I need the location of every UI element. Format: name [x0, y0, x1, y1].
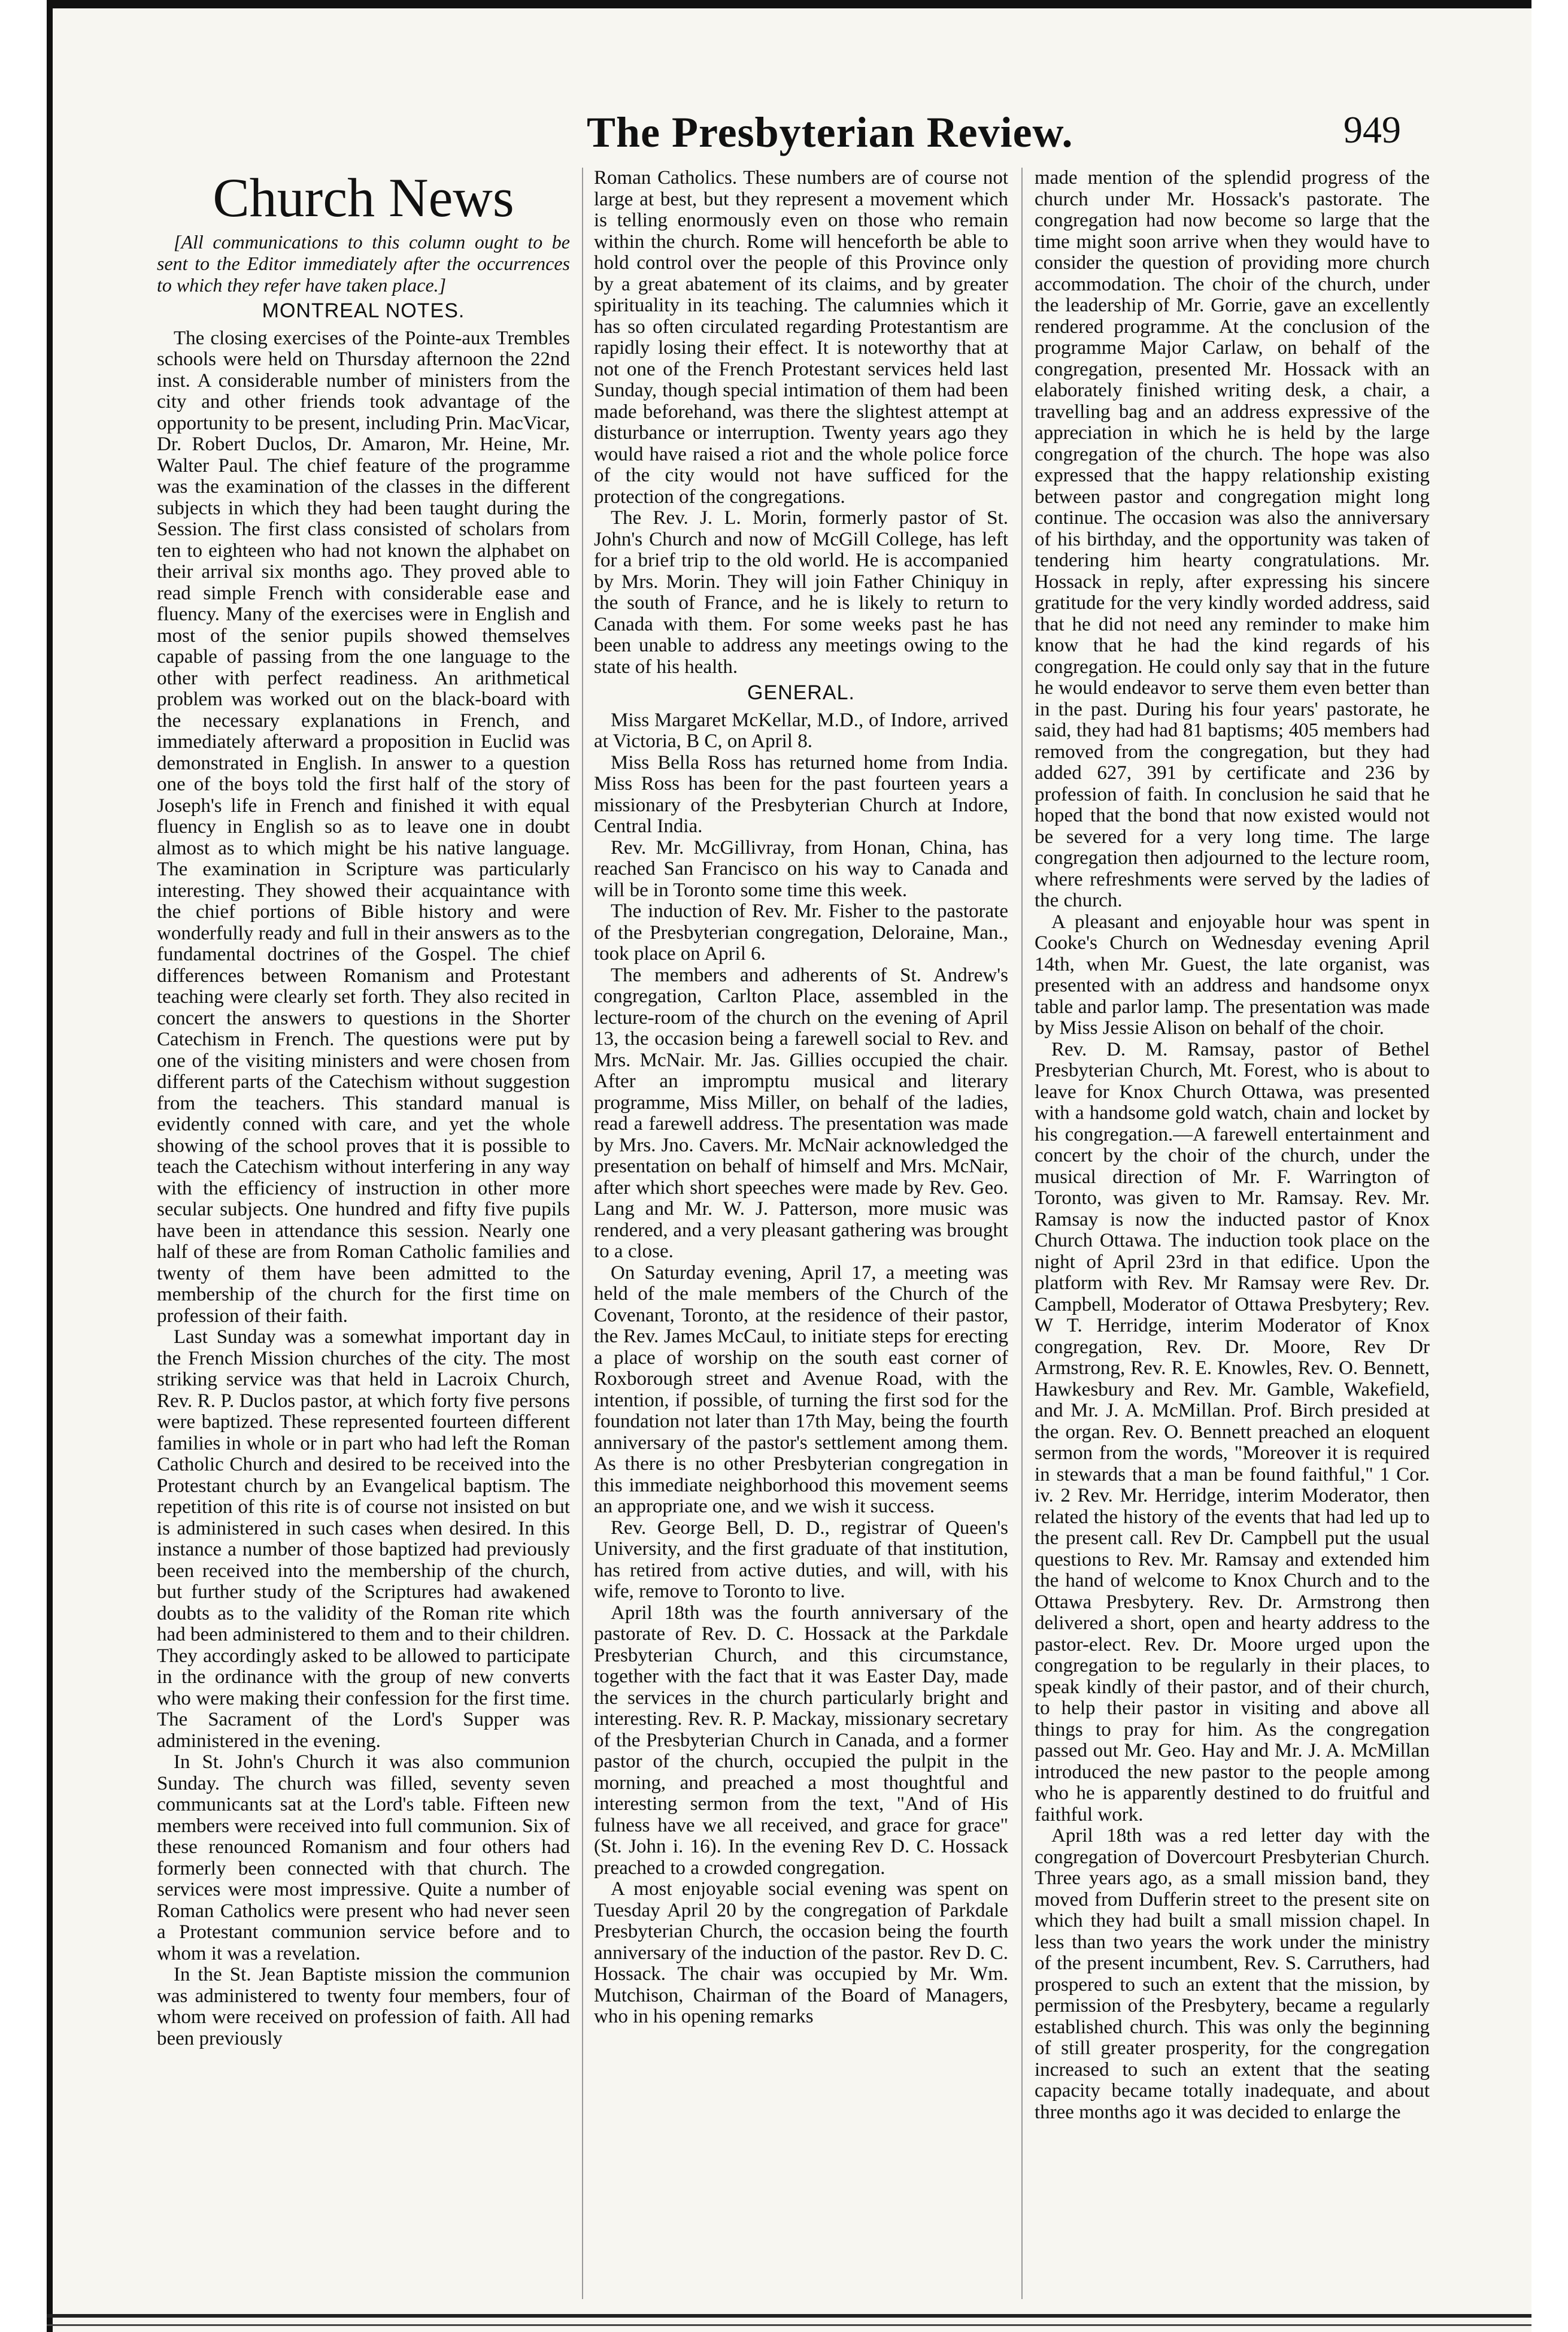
column-right [1035, 168, 1430, 2299]
article-paragraph: The Rev. J. L. Morin, formerly pastor of St. John's Church and now of McGill College, has left for a brief trip to the old world. He is accompanied by Mrs. Morin. They will join Father Chiniquy in the south of France, and he is likely to return to Canada with them. For some weeks past he has been unable to address any meetings owing to the state of his health. [594, 507, 1008, 678]
column-middle [594, 168, 1008, 2299]
article-paragraph: On Saturday evening, April 17, a meeting was held of the male members of the Church of the Covenant, Toronto, at the residence of their pastor, the Rev. James McCaul, to initiate steps for erecting a place of worship on the south east corner of Roxborough street and Avenue Road, with the intention, if possible, of turning the first sod for the foundation not later than 17th May, being the fourth anniversary of the pastor's settlement among them. As there is no other Presbyterian congregation in this immediate neighborhood this movement seems an appropriate one, and we wish it success. [594, 1261, 1008, 1517]
column-rule-left [582, 168, 583, 2299]
article-paragraph: Roman Catholics. These numbers are of course not large at best, but they represent a movement which is telling enormously even on those who remain within the church. Rome will henceforth be able to hold control over the people of this Province only by a great abatement of its claims, and by greater spirituality in its teaching. The calumnies which it has so often circulated regarding Protestantism are rapidly losing their effect. It is noteworthy that at not one of the French Protestant services held last Sunday, though special intimation of them had been made beforehand, was there the slightest attempt at disturbance or interruption. Twenty years ago they would have raised a riot and the whole police force of the city would not have sufficed for the protection of the congregations. [594, 168, 1008, 508]
column-left [157, 168, 570, 2299]
scan-edge-bottom [47, 2314, 1531, 2318]
editor-note: [All communications to this column ought to be sent to the Editor immediately after the occurrences to which they refer have taken place.] [157, 231, 570, 296]
article-paragraph: Rev. D. M. Ramsay, pastor of Bethel Presbyterian Church, Mt. Forest, who is about to leave for Knox Church Ottawa, was presented with a handsome gold watch, chain and locket by his congregation.—A farewell entertainment and concert by the choir of the church, under the musical direction of Mr. F. Warrington of Toronto, was given to Mr. Ramsay. Rev. Mr. Ramsay is now the inducted pastor of Knox Church Ottawa. The induction took place on the night of April 23rd in that edifice. Upon the platform with Rev. Mr Ramsay were Rev. Dr. Campbell, Moderator of Ottawa Presbytery; Rev. W T. Herridge, interim Moderator of Knox congregation, Rev. Dr. Moore, Rev Dr Armstrong, Rev. R. E. Knowles, Rev. O. Bennett, Hawkesbury and Rev. Mr. Gamble, Wakefield, and Mr. J. A. McMillan. Prof. Birch presided at the organ. Rev. O. Bennett preached an eloquent sermon from the words, "Moreover it is required in stewards that a man be found faithful," 1 Cor. iv. 2 Rev. Mr. Herridge, interim Moderator, then related the history of the events that had led up to the present call. Rev Dr. Campbell put the usual questions to Rev. Mr. Ramsay and extended him the hand of welcome to Knox Church and to the Ottawa Presbytery. Rev. Dr. Armstrong then delivered a short, open and hearty address to the pastor-elect. Rev. Dr. Moore urged upon the congregation to be regularly in their places, to speak kindly of their pastor, and of their church, to help their pastor in visiting and above all things to pray for him. As the congregation passed out Mr. Geo. Hay and Mr. J. A. McMillan introduced the new pastor to the people among who he is apparently destined to do fruitful and faithful work. [1035, 1038, 1430, 1825]
montreal-notes-heading: MONTREAL NOTES. [262, 299, 465, 322]
article-paragraph: In the St. Jean Baptiste mission the communion was administered to twenty four members, four of whom were received on profession of faith. All had been previously [157, 1964, 570, 2049]
article-paragraph: Last Sunday was a somewhat important day in the French Mission churches of the city. The most striking service was that held in Lacroix Church, Rev. R. P. Duclos pastor, at which forty five persons were baptized. These represented fourteen different families in whole or in part who had left the Roman Catholic Church and desired to be received into the Protestant church by an Evangelical baptism. The repetition of this rite is of course not insisted on but is administered in such cases when desired. In this instance a number of those baptized had previously been received into the membership of the church, but further study of the Scriptures had awakened doubts as to the validity of the Roman rite which had been administered to them and to their children. They accordingly asked to be allowed to participate in the ordinance with the group of new converts who were making their confession for the first time. The Sacrament of the Lord's Supper was administered in the evening. [157, 1326, 570, 1752]
article-paragraph: The closing exercises of the Pointe-aux Trembles schools were held on Thursday afternoon the 22nd inst. A considerable number of ministers from the city and other friends took advantage of the opportunity to be present, including Prin. MacVicar, Dr. Robert Duclos, Dr. Amaron, Mr. Heine, Mr. Walter Paul. The chief feature of the programme was the examination of the classes in the different subjects in which they had been taught during the Session. The first class consisted of scholars from ten to eighteen who had not known the alphabet on their arrival six months ago. They proved able to read simple French with considerable ease and fluency. Many of the exercises were in English and most of the senior pupils showed themselves capable of passing from the one language to the other with perfect readiness. An arithmetical problem was worked out on the black-board with the necessary explanations in French, and immediately afterward a proposition in Euclid was demonstrated in English. In answer to a question one of the boys told the first half of the story of Joseph's life in French and finished it with equal fluency in English so as to leave one in doubt almost as to which might be his native language. The examination in Scripture was particularly interesting. They showed their acquaintance with the chief portions of Bible history and were wonderfully ready and full in their answers as to the fundamental doctrines of the Gospel. The chief differences between Romanism and Protestant teaching were clearly set forth. They also recited in concert the answers to questions in the Shorter Catechism in French. The questions were put by one of the visiting ministers and were chosen from different parts of the Catechism without suggestion from the teachers. This standard manual is evidently conned with care, and yet the whole showing of the school proves that it is possible to teach the Catechism without interfering in any way with the efficiency of instruction in other more secular subjects. One hundred and fifty five pupils have been in attendance this session. Nearly one half of these are from Roman Catholic families and twenty of them have been admitted to the membership of the church for the first time on profession of their faith. [157, 327, 570, 1327]
article-paragraph: The induction of Rev. Mr. Fisher to the pastorate of the Presbyterian congregation, Deloraine, Man., took place on April 6. [594, 900, 1008, 965]
article-paragraph: Miss Margaret McKellar, M.D., of Indore, arrived at Victoria, B C, on April 8. [594, 709, 1008, 752]
section-title: Church News [213, 168, 514, 228]
journal-title: The Presbyterian Review. [587, 108, 1073, 156]
article-paragraph: Rev. George Bell, D. D., registrar of Queen's University, and the first graduate of that institution, has retired from active duties, and will, with his wife, remove to Toronto to live. [594, 1517, 1008, 1602]
article-paragraph: A most enjoyable social evening was spent on Tuesday April 20 by the congregation of Parkdale Presbyterian Church, the occasion being the fourth anniversary of the induction of the pastor. Rev D. C. Hossack. The chair was occupied by Mr. Wm. Mutchison, Chairman of the Board of Managers, who in his opening remarks [594, 1878, 1008, 2027]
scan-edge-left [47, 0, 53, 2332]
article-paragraph: Rev. Mr. McGillivray, from Honan, China, has reached San Francisco on his way to Canada and will be in Toronto some time this week. [594, 836, 1008, 901]
page-header [150, 108, 1407, 162]
article-paragraph: April 18th was a red letter day with the congregation of Dovercourt Presbyterian Church. Three years ago, as a small mission band, they moved from Dufferin street to the present site on which they had built a small mission chapel. In less than two years the work under the ministry of the present incumbent, Rev. S. Carruthers, had prospered to such an extent that the mission, by permission of the Presbytery, became a regularly established church. This was only the beginning of still greater prosperity, for the congregation increased to such an extent that the seating capacity became totally inadequate, and about three months ago it was decided to enlarge the [1035, 1825, 1430, 2123]
general-heading: GENERAL. [747, 681, 855, 704]
article-paragraph: A pleasant and enjoyable hour was spent in Cooke's Church on Wednesday evening April 14th, when Mr. Guest, the late organist, was presented with an address and handsome onyx table and parlor lamp. The presentation was made by Miss Jessie Alison on behalf of the choir. [1035, 911, 1430, 1039]
scan-edge-bottom-line [47, 2324, 1531, 2326]
article-paragraph: made mention of the splendid progress of the church under Mr. Hossack's pastorate. The congregation had now become so large that the time might soon arrive when they would have to consider the question of providing more church accommodation. The choir of the church, under the leadership of Mr. Gorrie, gave an excellently rendered programme. At the conclusion of the programme Major Carlaw, on behalf of the congregation, presented Mr. Hossack with an elaborately finished writing desk, a chair, a travelling bag and an address expressive of the appreciation in which he is held by the large congregation of the church. The hope was also expressed that the happy relationship existing between pastor and congregation might long continue. The occasion was also the anniversary of his birthday, and the opportunity was taken of tendering him hearty congratulations. Mr. Hossack in reply, after expressing his sincere gratitude for the very kindly worded address, said that he did not need any reminder to make him know that he had the kind regards of his congregation. He could only say that in the future he would endeavor to serve them even better than in the past. During his four years' pastorate, he said, they had had 81 baptisms; 405 members had removed from the congregation, but they had added 627, 391 by certificate and 236 by profession of faith. In conclusion he said that he hoped that the bond that now existed would not be severed for a very long time. The large congregation then adjourned to the lecture room, where refreshments were served by the ladies of the church. [1035, 168, 1430, 911]
scan-edge-top [47, 0, 1531, 8]
page-number: 949 [1343, 108, 1401, 151]
article-paragraph: Miss Bella Ross has returned home from India. Miss Ross has been for the past fourteen years a missionary of the Presbyterian Church at Indore, Central India. [594, 751, 1008, 837]
article-paragraph: In St. John's Church it was also communion Sunday. The church was filled, seventy seven communicants sat at the Lord's table. Fifteen new members were received into full communion. Six of these renounced Romanism and four others had formerly been connected with that church. The services were most impressive. Quite a number of Roman Catholics were present who had never seen a Protestant communion service before and to whom it was a revelation. [157, 1751, 570, 1964]
column-rule-right [1021, 168, 1023, 2299]
article-paragraph: April 18th was the fourth anniversary of the pastorate of Rev. D. C. Hossack at the Parkdale Presbyterian Church, and this circumstance, together with the fact that it was Easter Day, made the services in the church particularly bright and interesting. Rev. R. P. Mackay, missionary secretary of the Presbyterian Church in Canada, and a former pastor of the church, occupied the pulpit in the morning, and preached a most thoughtful and interesting sermon from the text, "And of His fulness have we all received, and grace for grace" (St. John i. 16). In the evening Rev D. C. Hossack preached to a crowded congregation. [594, 1602, 1008, 1879]
article-paragraph: The members and adherents of St. Andrew's congregation, Carlton Place, assembled in the lecture-room of the church on the evening of April 13, the occasion being a farewell social to Rev. and Mrs. McNair. Mr. Jas. Gillies occupied the chair. After an impromptu musical and literary programme, Miss Miller, on behalf of the ladies, read a farewell address. The presentation was made by Mrs. Jno. Cavers. Mr. McNair acknowledged the presentation on behalf of himself and Mrs. McNair, after which short speeches were made by Rev. Geo. Lang and Mr. W. J. Patterson, more music was rendered, and a very pleasant gathering was brought to a close. [594, 964, 1008, 1262]
